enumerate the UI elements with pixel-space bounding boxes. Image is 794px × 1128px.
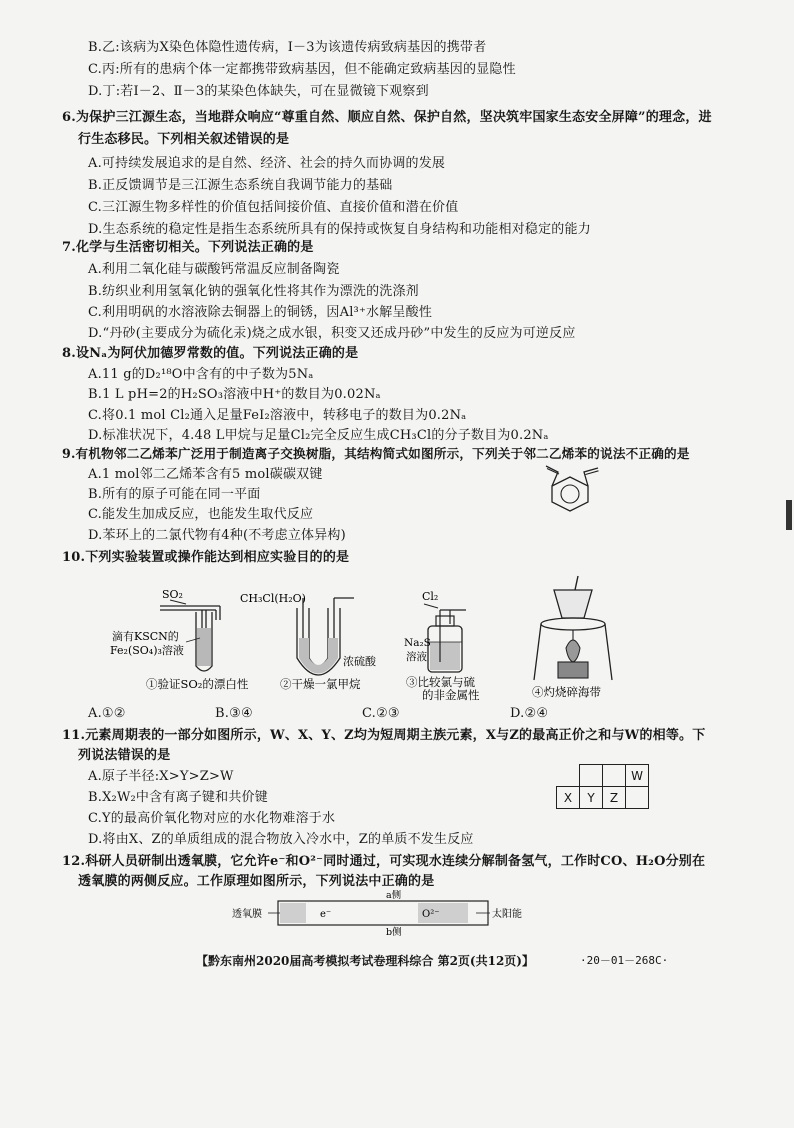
fig2-u-tube: [240, 592, 377, 691]
q10-option-d: D.②④: [510, 706, 549, 721]
q10-option-b: B.③④: [215, 706, 253, 721]
fig1-solution-label-2: Fe₂(SO₄)₃溶液: [110, 644, 184, 657]
q9-stem: 9.有机物邻二乙烯苯广泛用于制造离子交换树脂，其结构简式如图所示，下列关于邻二乙烯苯的说法不正确的是: [62, 446, 690, 461]
q7-option-a: A.利用二氧化硅与碳酸钙常温反应制备陶瓷: [88, 262, 340, 277]
q9-option-c: C.能发生加成反应，也能发生取代反应: [88, 507, 314, 522]
q11-option-a: A.原子半径:X>Y>Z>W: [88, 769, 234, 784]
fig1-caption: ①验证SO₂的漂白性: [146, 677, 249, 691]
membrane-top-side: a侧: [386, 890, 402, 901]
q12-stem-2: 透氧膜的两侧反应。工作原理如图所示，下列说法中正确的是: [78, 874, 435, 889]
q11-stem-1: 11.元素周期表的一部分如图所示，W、X、Y、Z均为短周期主族元素，X与Z的最高正价之和与W的相等。下: [62, 728, 706, 743]
fig1-so2-test-tube: [110, 588, 249, 691]
q11-option-d: D.将由X、Z的单质组成的混合物放入冷水中，Z的单质不发生反应: [88, 832, 474, 847]
fig1-gas-label: SO₂: [162, 588, 183, 601]
periodic-table-fragment: [556, 764, 649, 809]
q5-option-b: B.乙:该病为X染色体隐性遗传病，Ⅰ－3为该遗传病致病基因的携带者: [88, 40, 487, 55]
fig3-solution-label-2: 溶液: [406, 651, 427, 663]
scan-mark: [786, 500, 792, 530]
q11-option-b: B.X₂W₂中含有离子键和共价键: [88, 790, 268, 805]
fig4-crucible-burning: [532, 576, 612, 699]
footer-code: ·20－01－268C·: [580, 954, 669, 967]
q8-option-c: C.将0.1 mol Cl₂通入足量FeI₂溶液中，转移电子的数目为0.2Nₐ: [88, 408, 467, 423]
q7-option-c: C.利用明矾的水溶液除去铜器上的铜锈，因Al³⁺水解呈酸性: [88, 305, 433, 320]
fig3-caption-2: 的非金属性: [422, 688, 480, 702]
q8-option-b: B.1 L pH=2的H₂SO₃溶液中H⁺的数目为0.02Nₐ: [88, 387, 381, 402]
electron-label: e⁻: [320, 909, 332, 920]
q11-option-c: C.Y的最高价氧化物对应的水化物难溶于水: [88, 811, 336, 826]
q6-option-b: B.正反馈调节是三江源生态系统自我调节能力的基础: [88, 178, 393, 193]
fig2-gas-label: CH₃Cl(H₂O): [240, 592, 306, 605]
q10-stem: 10.下列实验装置或操作能达到相应实验目的的是: [62, 550, 350, 565]
oxide-ion-label: O²⁻: [422, 909, 440, 920]
fig3-caption-1: ③比较氯与硫: [406, 675, 475, 689]
oxygen-membrane-diagram: [228, 890, 568, 938]
fig3-gas-label: Cl₂: [422, 590, 439, 603]
divinylbenzene-structure: [530, 464, 610, 516]
q10-option-a: A.①②: [88, 706, 126, 721]
q9-option-d: D.苯环上的二氯代物有4种(不考虑立体异构): [88, 528, 346, 543]
q7-stem: 7.化学与生活密切相关。下列说法正确的是: [62, 240, 314, 255]
q9-option-b: B.所有的原子可能在同一平面: [88, 487, 261, 502]
q7-option-b: B.纺织业利用氢氧化钠的强氧化性将其作为漂洗的洗涤剂: [88, 284, 419, 299]
q10-figures: [110, 568, 670, 703]
fig3-solution-label-1: Na₂S: [404, 637, 431, 649]
cell-z: Z: [603, 787, 626, 809]
fig1-solution-label-1: 滴有KSCN的: [112, 630, 179, 643]
q6-option-a: A.可持续发展追求的是自然、经济、社会的持久而协调的发展: [88, 156, 446, 171]
footer-title: 【黔东南州2020届高考模拟考试卷理科综合 第2页(共12页)】: [196, 954, 534, 968]
q6-option-c: C.三江源生物多样性的价值包括间接价值、直接价值和潜在价值: [88, 200, 459, 215]
q8-stem: 8.设Nₐ为阿伏加德罗常数的值。下列说法正确的是: [62, 346, 359, 361]
cell-y: Y: [580, 787, 603, 809]
fig2-caption: ②干燥一氯甲烷: [280, 677, 361, 691]
q6-stem-1: 6.为保护三江源生态，当地群众响应“尊重自然、顺应自然、保护自然，坚决筑牢国家生态安全屏障”的理念，进: [62, 110, 712, 125]
q5-option-c: C.丙:所有的患病个体一定都携带致病基因，但不能确定致病基因的显隐性: [88, 62, 516, 77]
fig4-caption: ④灼烧碎海带: [532, 685, 601, 699]
q7-option-d: D.“丹砂(主要成分为硫化汞)烧之成水银，积变又还成丹砂”中发生的反应为可逆反应: [88, 326, 576, 341]
q11-stem-2: 列说法错误的是: [78, 748, 171, 763]
solar-energy-label: 太阳能: [492, 909, 522, 920]
q8-option-a: A.11 g的D₂¹⁸O中含有的中子数为5Nₐ: [88, 367, 314, 382]
q6-stem-2: 行生态移民。下列相关叙述错误的是: [78, 132, 290, 147]
q8-option-d: D.标准状况下，4.48 L甲烷与足量Cl₂完全反应生成CH₃Cl的分子数目为0.2Nₐ: [88, 428, 549, 443]
q6-option-d: D.生态系统的稳定性是指生态系统所具有的保持或恢复自身结构和功能相对稳定的能力: [88, 222, 591, 237]
membrane-bottom-side: b侧: [386, 927, 402, 938]
membrane-label: 透氧膜: [232, 909, 262, 920]
fig2-acid-label: 浓硫酸: [343, 655, 376, 668]
q5-option-d: D.丁:若Ⅰ－2、Ⅱ－3的某染色体缺失，可在显微镜下观察到: [88, 84, 429, 99]
cell-x: X: [557, 787, 580, 809]
fig3-gas-washing-bottle: [404, 590, 480, 702]
q10-option-c: C.②③: [362, 706, 400, 721]
cell-w: W: [626, 765, 649, 787]
q9-option-a: A.1 mol邻二乙烯苯含有5 mol碳碳双键: [88, 467, 323, 482]
q12-stem-1: 12.科研人员研制出透氧膜，它允许e⁻和O²⁻同时通过，可实现水连续分解制备氢气，工作时CO、H₂O分别在: [62, 854, 706, 869]
